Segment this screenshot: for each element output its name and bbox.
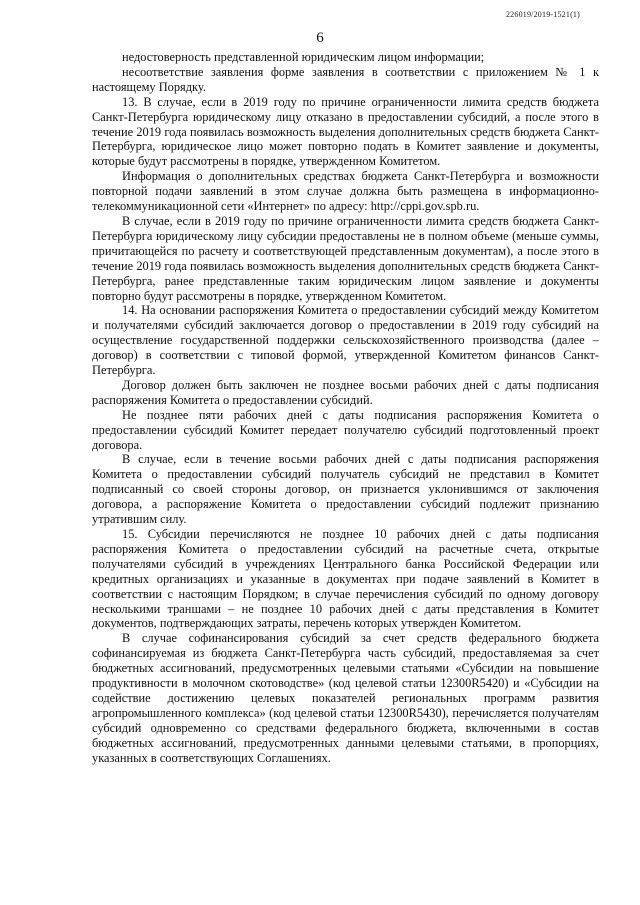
paragraph: Информация о дополнительных средствах бюджета Санкт-Петербурга и возможности повторной подачи заявлений в этом случае должна быть размещена в информационно-телекоммуникационной сети «Интернет» по адресу: http://cppi.gov.spb.ru. (92, 169, 599, 214)
paragraph: 14. На основании распоряжения Комитета о предоставлении субсидий между Комитетом и получателями субсидий заключается договор о предоставлении в 2019 году субсидий на осуществление государственной поддержки сельскохозяйственного производства (далее – договор) в соответствии с типовой формой, утвержденной Комитетом финансов Санкт-Петербурга. (92, 303, 599, 378)
paragraph: В случае софинансирования субсидий за счет средств федерального бюджета софинансируемая из бюджета Санкт-Петербурга часть субсидий, предоставляемая за счет бюджетных ассигнований, предусмотренных целевыми статьями «Субсидии на повышение продуктивности в молочном скотоводстве» (код целевой статьи 12300R5420) и «Субсидии на содействие достижению целевых показателей региональных программ развития агропромышленного комплекса» (код целевой статьи 12300R5430), перечисляется получателям субсидий одновременно со средствами федерального бюджета, включенными в состав бюджетных ассигнований, предусмотренных данными целевыми статьями, в пропорциях, указанных в соответствующих Соглашениях. (92, 631, 599, 765)
paragraph: 13. В случае, если в 2019 году по причине ограниченности лимита средств бюджета Санкт-Петербурга юридическому лицу отказано в предоставлении субсидий, а после этого в течение 2019 года появилась возможность выделения дополнительных средств бюджета Санкт-Петербурга, юридическое лицо может повторно подать в Комитет заявление и документы, которые будут рассмотрены в порядке, утвержденном Комитетом. (92, 94, 599, 169)
paragraph: недостоверность представленной юридическим лицом информации; (122, 50, 485, 64)
paragraph: В случае, если в 2019 году по причине ограниченности лимита средств бюджета Санкт-Петербурга юридическому лицу субсидии предоставлены не в полном объеме (меньше суммы, причитающейся по расчету и соответствующей представленным документам), а после этого в течение 2019 года появилась возможность выделения дополнительных средств бюджета Санкт-Петербурга, ранее представленные таким юридическим лицом заявление и документы повторно будут рассмотрены в порядке, утвержденном Комитетом. (92, 213, 599, 303)
document-body (92, 50, 599, 766)
paragraph: Договор должен быть заключен не позднее восьми рабочих дней с даты подписания распоряжения Комитета о предоставлении субсидий. (92, 377, 599, 407)
page-number: 6 (316, 30, 324, 46)
paragraph: Не позднее пяти рабочих дней с даты подписания распоряжения Комитета о предоставлении субсидий Комитет передает получателю субсидий подготовленный проект договора. (92, 407, 599, 452)
document-id: 226019/2019-1521(1) (505, 10, 580, 19)
paragraph: несоответствие заявления форме заявления в соответствии с приложением № 1 к настоящему Порядку. (92, 64, 599, 94)
paragraph: 15. Субсидии перечисляются не позднее 10 рабочих дней с даты подписания распоряжения Комитета о предоставлении субсидий на расчетные счета, открытые получателями субсидий в учреждениях Центрального банка Российской Федерации или кредитных организациях и указанные в документах при подаче заявлений в Комитет в соответствии с настоящим Порядком; в случае перечисления субсидий по одному договору несколькими траншами – не позднее 10 рабочих дней с даты представления в Комитет документов, подтверждающих затраты, перечень которых утвержден Комитетом. (92, 527, 599, 631)
paragraph: В случае, если в течение восьми рабочих дней с даты подписания распоряжения Комитета о предоставлении субсидий получатель субсидий не представил в Комитет подписанный со своей стороны договор, он признается уклонившимся от заключения договора, а распоряжение Комитета о предоставлении субсидий подлежит признанию утратившим силу. (92, 452, 599, 527)
